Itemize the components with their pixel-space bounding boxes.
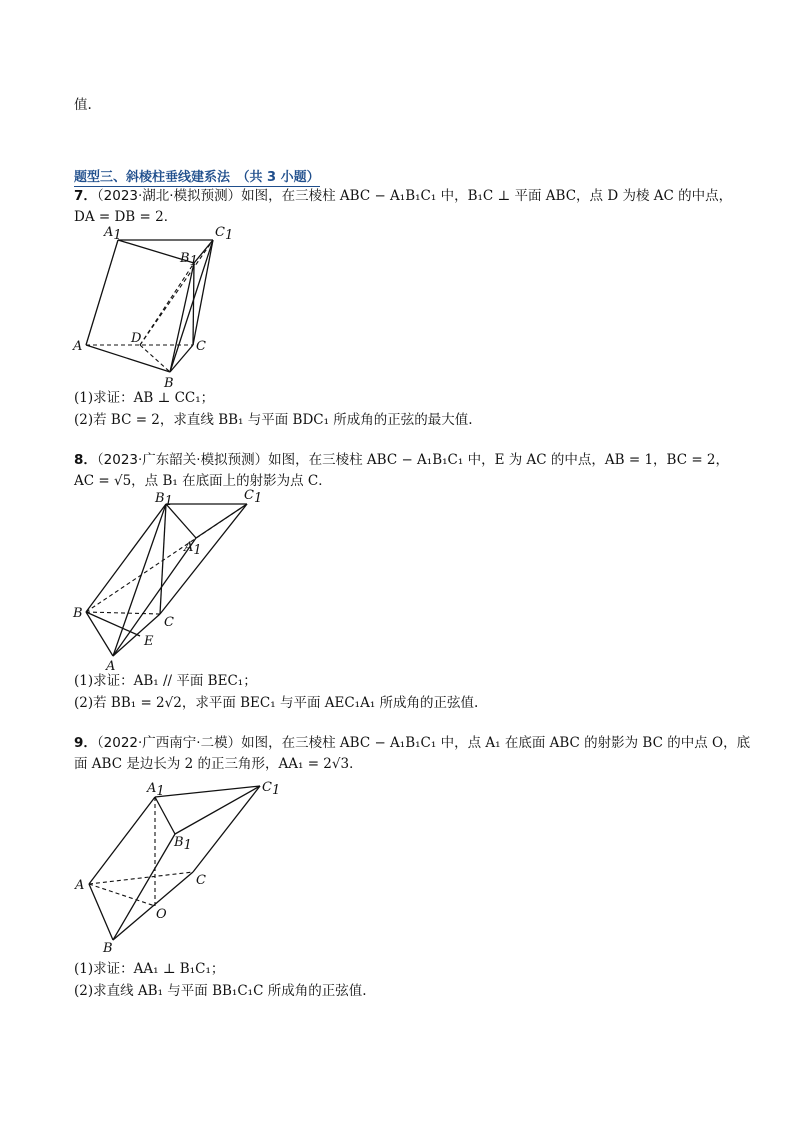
- q7-number: 7．: [74, 188, 97, 204]
- q8-label-a1: A1: [184, 540, 202, 558]
- q8-number: 8．: [74, 452, 97, 468]
- q7-label-a: A: [73, 339, 83, 354]
- q9-number: 9．: [74, 735, 97, 751]
- section-header: 题型三、斜棱柱垂线建系法 （共 3 小题）: [74, 166, 320, 187]
- q9-label-a: A: [75, 878, 85, 893]
- q8-label-b: B: [73, 606, 83, 621]
- previous-question-tail: 值.: [74, 97, 92, 113]
- q8-label-c1: C1: [244, 488, 263, 506]
- q9-stem1: 如图，在三棱柱 ABC − A₁B₁C₁ 中，点 A₁ 在底面 ABC 的射影为 BC 的中点 O，底: [241, 735, 751, 751]
- q7-label-c1: C1: [215, 225, 234, 243]
- q9-part2: (2)求直线 AB₁ 与平面 BB₁C₁C 所成角的正弦值.: [74, 983, 367, 999]
- q8-label-c: C: [164, 615, 174, 630]
- q7-label-a1: A1: [104, 225, 122, 243]
- q7-label-b: B: [164, 376, 174, 391]
- q9-part1: (1)求证：AA₁ ⊥ B₁C₁；: [74, 961, 225, 977]
- q9-stem2: 面 ABC 是边长为 2 的正三角形，AA₁ = 2√3．: [74, 756, 363, 772]
- q9-label-c1: C1: [262, 780, 281, 798]
- q8-stem1: 如图，在三棱柱 ABC − A₁B₁C₁ 中，E 为 AC 的中点，AB = 1，BC = 2，: [268, 452, 730, 468]
- q7-part2: (2)若 BC = 2，求直线 BB₁ 与平面 BDC₁ 所成角的正弦的最大值.: [74, 412, 473, 428]
- q7-source: （2023·湖北·模拟预测）: [96, 188, 242, 204]
- q8-label-a: A: [106, 659, 116, 674]
- q8-part2: (2)若 BB₁ = 2√2，求平面 BEC₁ 与平面 AEC₁A₁ 所成角的正弦值.: [74, 695, 479, 711]
- q7-part1: (1)求证：AB ⊥ CC₁；: [74, 390, 215, 406]
- q8-source: （2023·广东韶关·模拟预测）: [96, 452, 269, 468]
- q9-source: （2022·广西南宁·二模）: [96, 735, 242, 751]
- q7-stem2: DA = DB = 2．: [74, 209, 178, 225]
- q9-label-c: C: [196, 873, 206, 888]
- q8-label-e: E: [144, 634, 154, 649]
- q9-label-o: O: [156, 907, 167, 922]
- q9-label-b: B: [103, 941, 113, 956]
- q7-label-c: C: [196, 339, 206, 354]
- q9-label-a1: A1: [147, 781, 165, 799]
- q8-label-b1: B1: [155, 491, 173, 509]
- q9-label-b1: B1: [174, 835, 192, 853]
- q7-stem1: 如图，在三棱柱 ABC − A₁B₁C₁ 中，B₁C ⊥ 平面 ABC，点 D 为棱 AC 的中点，: [241, 188, 733, 204]
- q7-label-b1: B1: [180, 251, 198, 269]
- q8-stem2: AC = √5，点 B₁ 在底面上的射影为点 C．: [74, 473, 332, 489]
- q8-part1: (1)求证：AB₁ // 平面 BEC₁；: [74, 673, 257, 689]
- q7-label-d: D: [131, 331, 142, 346]
